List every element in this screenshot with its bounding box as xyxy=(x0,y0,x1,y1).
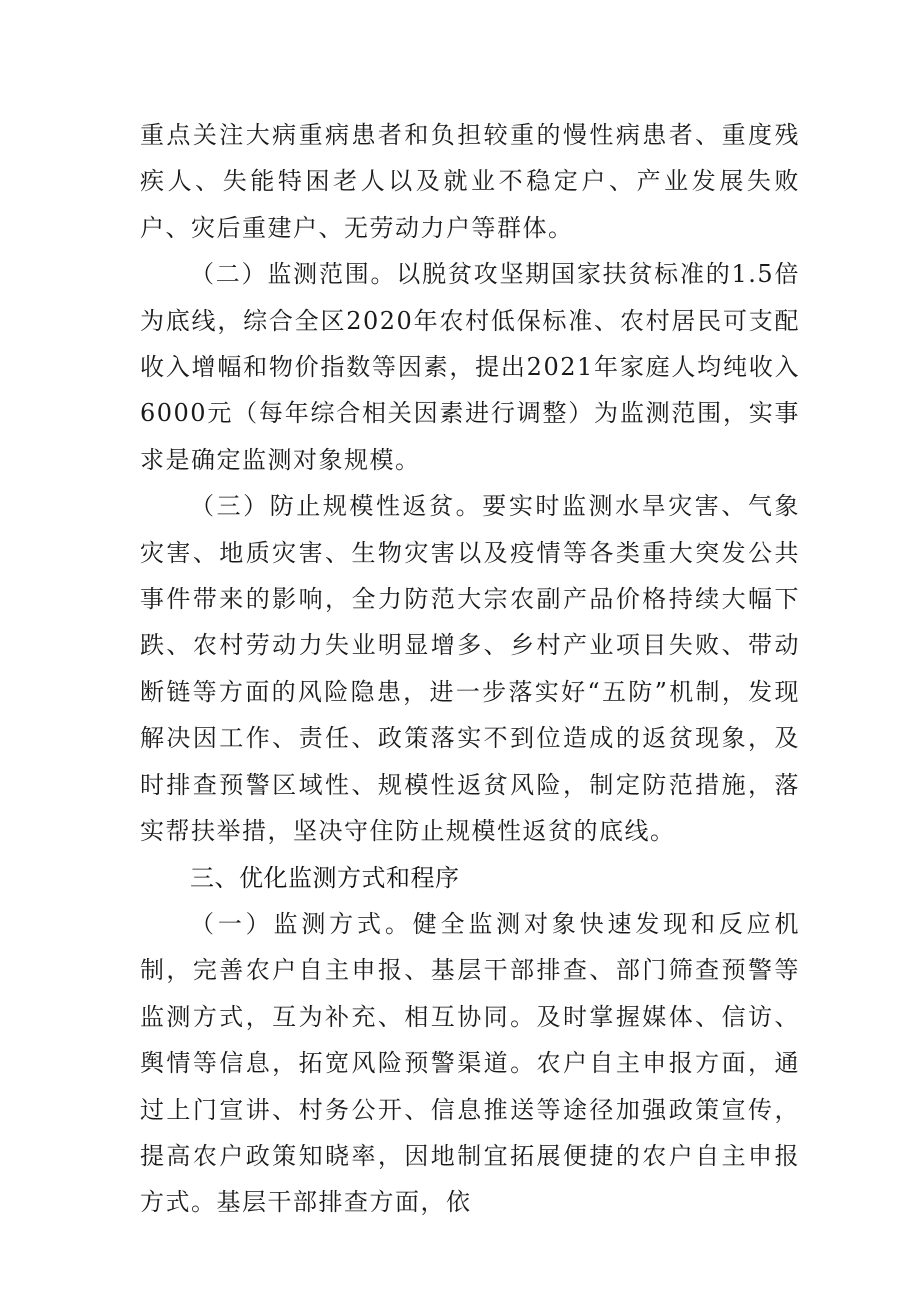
paragraph-prevent-large-scale-poverty-return: （三）防止规模性返贫。要实时监测水旱灾害、气象灾害、地质灾害、生物灾害以及疫情等各类重大突发公共事件带来的影响，全力防范大宗农副产品价格持续大幅下跌、农村劳动力失业明显增多、乡村产业项目失败、带动断链等方面的风险隐患，进一步落实好“五防”机制，发现解决因工作、责任、政策落实不到位造成的返贫现象，及时排查预警区域性、规模性返贫风险，制定防范措施，落实帮扶举措，坚决守住防止规模性返贫的底线。 xyxy=(140,492,800,846)
paragraph-monitoring-scope: （二）监测范围。以脱贫攻坚期国家扶贫标准的1.5倍为底线，综合全区2020年农村低保标准、农村居民可支配收入增幅和物价指数等因素，提出2021年家庭人均纯收入6000元（每年综合相关因素进行调整）为监测范围，实事求是确定监测对象规模。 xyxy=(140,260,800,474)
paragraph-monitoring-methods: （一）监测方式。健全监测对象快速发现和反应机制，完善农户自主申报、基层干部排查、部门筛查预警等监测方式，互为补充、相互协同。及时掌握媒体、信访、舆情等信息，拓宽风险预警渠道。农户自主申报方面，通过上门宣讲、村务公开、信息推送等途径加强政策宣传，提高农户政策知晓率，因地制宜拓展便捷的农户自主申报方式。基层干部排查方面，依 xyxy=(140,909,800,1217)
section-heading: 三、优化监测方式和程序 xyxy=(190,863,460,892)
paragraph-target-groups: 重点关注大病重病患者和负担较重的慢性病患者、重度残疾人、失能特困老人以及就业不稳定户、产业发展失败户、灾后重建户、无劳动力户等群体。 xyxy=(140,121,800,242)
document-body xyxy=(140,112,800,1226)
